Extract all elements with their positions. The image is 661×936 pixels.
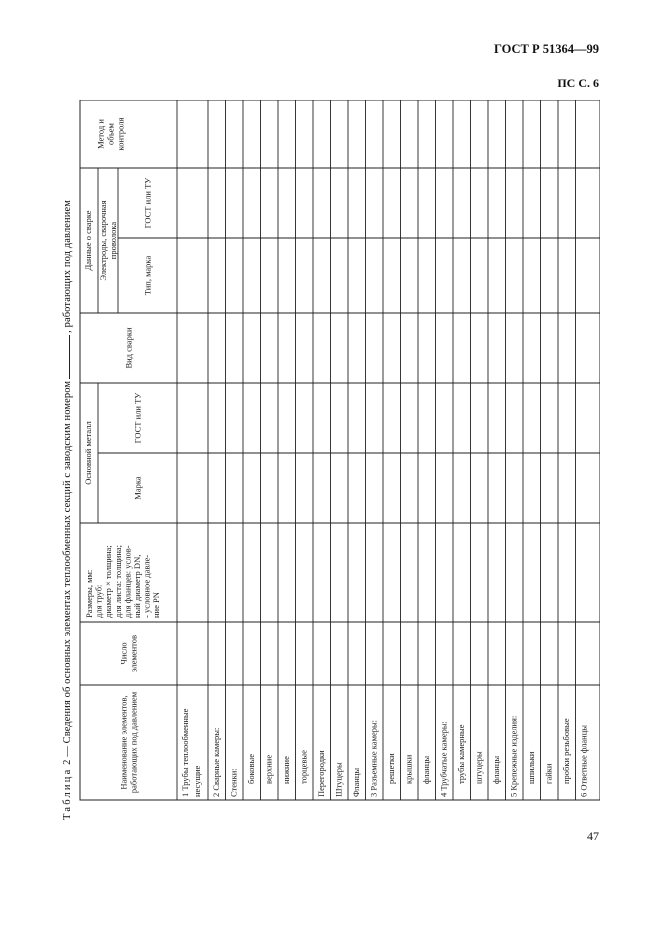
- row-label: 1 Трубы теплообменные: [180, 708, 190, 797]
- table-frame: [80, 100, 600, 800]
- header-sizes: для листа: толщина;: [112, 544, 123, 618]
- row-label: нижние: [281, 756, 291, 784]
- caption-text-end: , работающих под давлением: [62, 200, 73, 333]
- header-count: Число: [118, 642, 129, 665]
- header-element-name: Наименование элементов,: [118, 695, 129, 790]
- header-grade: Марка: [132, 476, 143, 500]
- header-gost: ГОСТ или ТУ: [132, 392, 143, 444]
- page-marker: ПС С. 6: [557, 76, 599, 90]
- header-electrodes: Электроды, сварочная: [97, 200, 108, 281]
- row-label: Стенки:: [228, 768, 239, 797]
- row-label: 6 Ответные фланцы: [578, 725, 589, 797]
- caption-label: Таблица: [62, 767, 73, 820]
- row-label: пробки резьбовые: [561, 718, 571, 784]
- header-method: контроля: [115, 117, 126, 151]
- info-table: [60, 100, 600, 820]
- header-electrode-type: Тип, марка: [142, 255, 153, 296]
- header-sizes: для фланцев: услов-: [122, 545, 133, 618]
- row-label: Перегородки: [316, 750, 326, 797]
- row-label: Фланцы: [351, 767, 361, 797]
- header-method: объем: [105, 123, 116, 145]
- row-label: несущие: [192, 765, 202, 797]
- row-label: 3 Разъемные камеры:: [368, 719, 379, 797]
- header-sizes: диаметр × толщина;: [103, 545, 114, 618]
- row-label: гайки: [543, 763, 554, 784]
- header-sizes: Размеры, мм:: [84, 569, 94, 618]
- row-label: 4 Трубчатые камеры:: [438, 721, 449, 797]
- row-label: решетки: [386, 753, 396, 784]
- header-weld-type: Вид сварки: [123, 327, 134, 369]
- header-base-metal: Основной металл: [83, 421, 93, 485]
- row-label: фланцы: [421, 755, 431, 784]
- rotated-table-block: [60, 100, 600, 820]
- standard-number: ГОСТ Р 51364—99: [493, 42, 599, 56]
- row-label: Штуцеры: [333, 762, 344, 797]
- header-electrode-gost: ГОСТ или ТУ: [142, 177, 153, 229]
- header-element-name: работающих под давлением: [128, 691, 139, 794]
- row-label: фланцы: [491, 755, 501, 784]
- header-weld-data: Данные о сварке: [83, 210, 93, 271]
- header-sizes: - условное давле-: [141, 554, 152, 618]
- row-label: 2 Сварные камеры:: [211, 727, 221, 797]
- header-sizes: ние PN: [151, 592, 162, 618]
- row-label: верхние: [263, 754, 274, 784]
- row-label: торцевые: [298, 750, 309, 784]
- row-label: боковые: [246, 753, 256, 784]
- row-label: трубы камерные: [456, 724, 466, 784]
- header-electrodes: проволока: [107, 221, 118, 260]
- page-number: 47: [587, 829, 599, 843]
- row-label: 5 Крепежные изделия:: [508, 715, 519, 797]
- row-label: шпильки: [526, 751, 536, 784]
- caption-number: 2: [62, 759, 73, 765]
- header-sizes: ный диаметр DN,: [132, 554, 142, 618]
- row-label: крышки: [403, 754, 414, 784]
- header-method: Метод и: [95, 119, 106, 149]
- row-label: штуцеры: [473, 751, 484, 784]
- caption-text: — Сведения об основных элементах теплообменных секций с заводским номером: [62, 380, 73, 757]
- header-count: элементов: [128, 634, 139, 673]
- header-sizes: для труб:: [93, 584, 104, 618]
